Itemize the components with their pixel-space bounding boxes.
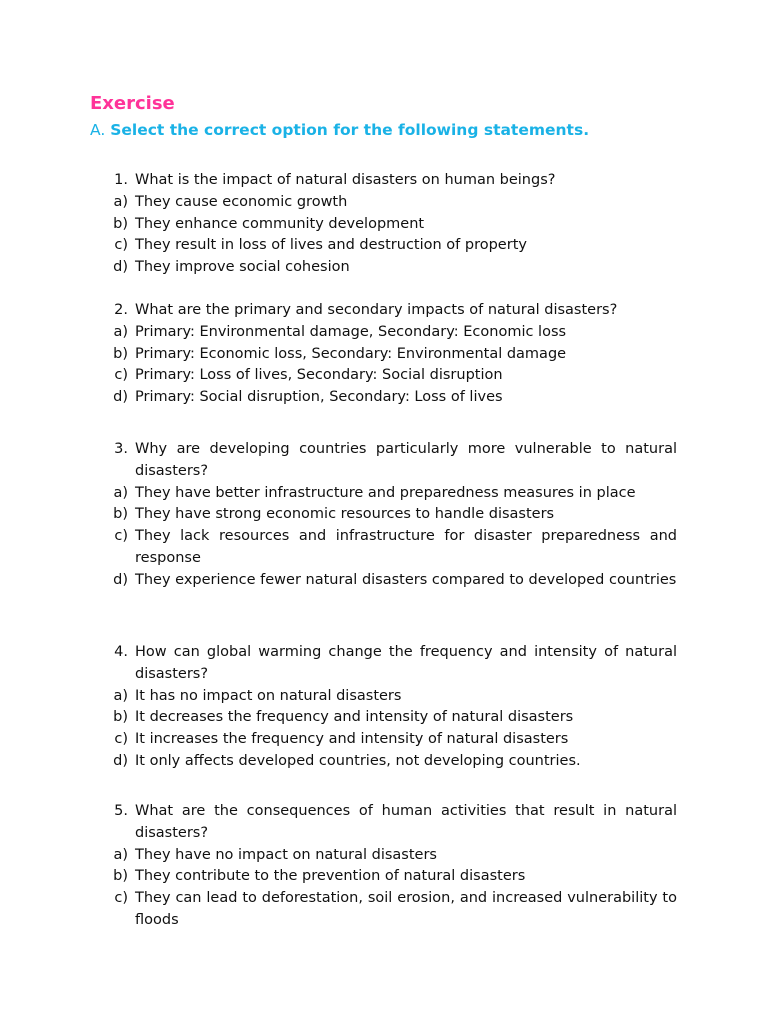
question-text: How can global warming change the frequency and intensity of natural disasters? [135, 644, 677, 682]
option-text: They improve social cohesion [135, 259, 350, 276]
option-text: They can lead to deforestation, soil erosion, and increased vulnerability to floods [135, 890, 677, 928]
option-letter: a) [113, 484, 128, 501]
option-letter: c) [114, 367, 128, 384]
option-d [0, 387, 768, 409]
option-text: It decreases the frequency and intensity of natural disasters [135, 709, 574, 726]
option-b [0, 707, 768, 729]
option-text: They enhance community development [135, 215, 425, 232]
option-d [0, 257, 768, 279]
option-b [0, 866, 768, 888]
option-letter: a) [113, 687, 128, 704]
option-a [0, 686, 768, 708]
option-letter: b) [113, 506, 128, 523]
question-number: 3. [114, 441, 128, 457]
question-text: Why are developing countries particularly more vulnerable to natural disasters? [135, 441, 677, 479]
question-number: 2. [114, 302, 128, 318]
option-letter: b) [113, 345, 128, 362]
option-a [0, 483, 768, 505]
question-3 [0, 439, 768, 613]
option-c [0, 729, 768, 751]
option-letter: c) [114, 528, 128, 545]
question-text: What are the primary and secondary impacts of natural disasters? [135, 302, 618, 318]
exercise-title: Exercise [90, 93, 175, 114]
option-a [0, 322, 768, 344]
option-letter: b) [113, 215, 128, 232]
question-4 [0, 642, 768, 773]
question-number: 4. [114, 644, 128, 660]
option-c [0, 365, 768, 387]
option-letter: b) [113, 868, 128, 885]
question-stem [0, 801, 768, 845]
question-text: What is the impact of natural disasters on human beings? [135, 172, 556, 188]
option-d [0, 570, 768, 614]
question-stem [0, 439, 768, 483]
option-text: They experience fewer natural disasters compared to developed countries [135, 571, 677, 588]
option-b [0, 344, 768, 366]
option-letter: a) [113, 323, 128, 340]
question-stem [0, 170, 768, 192]
option-text: They contribute to the prevention of natural disasters [135, 868, 526, 885]
question-text: What are the consequences of human activities that result in natural disasters? [135, 803, 677, 841]
question-stem [0, 642, 768, 686]
option-letter: c) [114, 731, 128, 748]
option-text: They result in loss of lives and destruction of property [135, 237, 527, 254]
option-letter: d) [113, 571, 128, 588]
question-number: 1. [114, 172, 128, 188]
option-c [0, 235, 768, 257]
option-letter: d) [113, 752, 128, 769]
question-number: 5. [114, 803, 128, 819]
option-b [0, 504, 768, 526]
option-text: Primary: Economic loss, Secondary: Environmental damage [135, 345, 567, 362]
option-text: It has no impact on natural disasters [135, 687, 402, 704]
option-letter: d) [113, 259, 128, 276]
option-letter: c) [114, 890, 128, 907]
option-letter: b) [113, 709, 128, 726]
option-letter: c) [114, 237, 128, 254]
option-d [0, 751, 768, 773]
question-stem [0, 300, 768, 322]
option-a [0, 845, 768, 867]
option-text: They have strong economic resources to handle disasters [135, 506, 555, 523]
option-c [0, 888, 768, 932]
option-text: They have better infrastructure and preparedness measures in place [135, 484, 636, 501]
option-text: Primary: Loss of lives, Secondary: Social disruption [135, 367, 503, 384]
section-prefix: A. [90, 121, 106, 139]
option-text: It only affects developed countries, not developing countries. [135, 752, 581, 769]
option-letter: a) [113, 846, 128, 863]
section-instruction: Select the correct option for the following statements. [110, 121, 590, 139]
option-text: Primary: Social disruption, Secondary: Loss of lives [135, 389, 503, 406]
option-text: They cause economic growth [135, 193, 348, 210]
option-c [0, 526, 768, 570]
option-a [0, 192, 768, 214]
option-letter: d) [113, 389, 128, 406]
question-2 [0, 300, 768, 409]
option-text: They lack resources and infrastructure for disaster preparedness and response [135, 528, 677, 566]
question-1 [0, 170, 768, 279]
option-text: Primary: Environmental damage, Secondary: Economic loss [135, 323, 567, 340]
option-b [0, 214, 768, 236]
option-text: It increases the frequency and intensity of natural disasters [135, 731, 569, 748]
option-text: They have no impact on natural disasters [135, 846, 437, 863]
option-letter: a) [113, 193, 128, 210]
question-5 [0, 801, 768, 932]
